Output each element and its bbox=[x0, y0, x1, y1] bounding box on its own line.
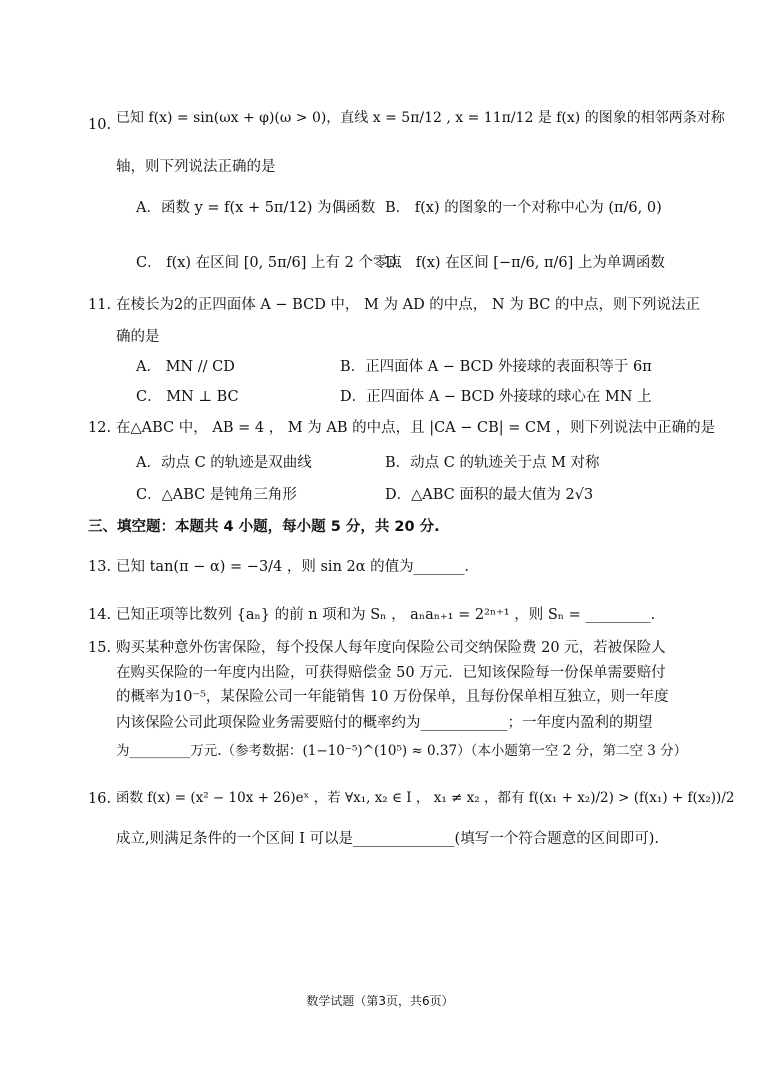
page-footer: 数学试题（第3页，共6页） bbox=[306, 994, 454, 1008]
q16-number: 16. bbox=[88, 791, 112, 807]
q13-number: 13. bbox=[88, 559, 112, 575]
q12-line1: 在△ABC 中， AB = 4 ， M 为 AB 的中点，且 |CA − CB| = CM ，则下列说法中正确的是 bbox=[116, 420, 716, 436]
q11-number: 11. bbox=[88, 297, 112, 313]
q15-number: 15. bbox=[88, 640, 112, 656]
q14-text: 已知正项等比数列 {aₙ} 的前 n 项和为 Sₙ ， aₙaₙ₊₁ = 2²ⁿ⁺¹ ，则 Sₙ = _________. bbox=[116, 607, 656, 623]
q12-option-b: B．动点 C 的轨迹关于点 M 对称 bbox=[385, 455, 600, 471]
q11-option-d: D．正四面体 A − BCD 外接球的球心在 MN 上 bbox=[340, 389, 652, 405]
q10-option-b: B． f(x) 的图象的一个对称中心为 (π/6, 0) bbox=[385, 200, 662, 216]
q12-option-c: C．△ABC 是钝角三角形 bbox=[136, 487, 297, 503]
q15-line2: 在购买保险的一年度内出险，可获得赔偿金 50 万元．已知该保险每一份保单需要赔付 bbox=[116, 665, 666, 681]
q13-text: 已知 tan(π − α) = −3/4 ，则 sin 2α 的值为_______. bbox=[116, 559, 470, 575]
q12-option-a: A．动点 C 的轨迹是双曲线 bbox=[136, 455, 312, 471]
q10-line1: 已知 f(x) = sin(ωx + φ)(ω > 0)，直线 x = 5π/12 , x = 11π/12 是 f(x) 的图象的相邻两条对称 bbox=[116, 110, 725, 126]
q10-option-d: D． f(x) 在区间 [−π/6, π/6] 上为单调函数 bbox=[385, 255, 665, 271]
q11-line2: 确的是 bbox=[116, 329, 160, 345]
q11-option-a: A． MN // CD bbox=[136, 359, 235, 375]
q10-line2: 轴，则下列说法正确的是 bbox=[116, 159, 276, 175]
q11-option-b: B．正四面体 A − BCD 外接球的表面积等于 6π bbox=[340, 359, 652, 375]
q15-line5: 为_________万元.（参考数据：(1−10⁻⁵)^(10⁵) ≈ 0.37）（本小题第一空 2 分，第二空 3 分） bbox=[116, 743, 688, 759]
q10-number: 10. bbox=[88, 117, 112, 133]
q11-option-c: C． MN ⊥ BC bbox=[136, 389, 239, 405]
q15-line1: 购买某种意外伤害保险，每个投保人每年度向保险公司交纳保险费 20 元，若被保险人 bbox=[116, 640, 666, 656]
q16-line1: 函数 f(x) = (x² − 10x + 26)eˣ ，若 ∀x₁, x₂ ∈ I ， x₁ ≠ x₂ ，都有 f((x₁ + x₂)/2) > (f(x₁) + f(x₂))/2 bbox=[116, 790, 735, 806]
section-heading: 三、填空题：本题共 4 小题，每小题 5 分，共 20 分. bbox=[88, 519, 440, 535]
q16-line2: 成立,则满足条件的一个区间 I 可以是______________(填写一个符合题意的区间即可). bbox=[116, 831, 659, 847]
q15-line3: 的概率为10⁻⁵，某保险公司一年能销售 10 万份保单，且每份保单相互独立，则一年度 bbox=[116, 689, 669, 705]
q11-line1: 在棱长为2的正四面体 A − BCD 中， M 为 AD 的中点， N 为 BC 的中点，则下列说法正 bbox=[116, 297, 700, 313]
q12-number: 12. bbox=[88, 420, 112, 436]
q10-option-a: A．函数 y = f(x + 5π/12) 为偶函数 bbox=[136, 200, 376, 216]
q15-line4: 内该保险公司此项保险业务需要赔付的概率约为____________；一年度内盈利的期望 bbox=[116, 715, 653, 731]
q14-number: 14. bbox=[88, 607, 112, 623]
q10-option-c: C． f(x) 在区间 [0, 5π/6] 上有 2 个零点 bbox=[136, 255, 402, 271]
q12-option-d: D．△ABC 面积的最大值为 2√3 bbox=[385, 487, 594, 503]
